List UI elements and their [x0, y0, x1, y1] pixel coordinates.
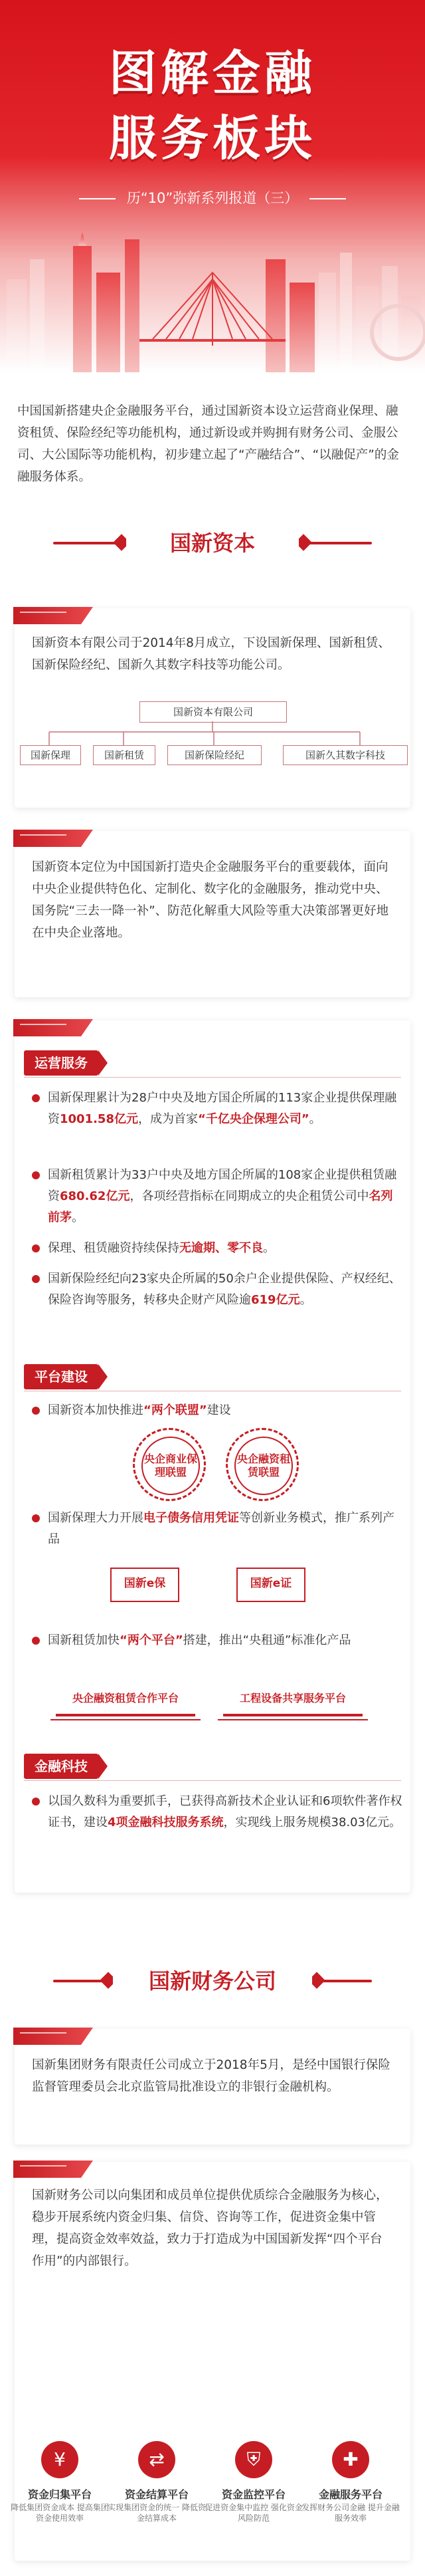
bullet-text: 国新保理累计为28户中央及地方国企所属的113家企业提供保理融资: [48, 1091, 397, 1126]
bullet-dot-icon: [32, 1094, 40, 1102]
tag-operations: 运营服务: [24, 1050, 98, 1076]
stamp-e-certificate: 国新e证: [236, 1568, 305, 1602]
capital-intro-card: [15, 608, 410, 808]
section-heading-finance-company: [53, 1960, 372, 2002]
org-tree-child-insurance: 国新保险经纪: [167, 745, 262, 765]
bullet-dot-icon: [32, 1171, 40, 1179]
finance-intro-card: [15, 2029, 410, 2145]
platform-bullet-alliances: [32, 1400, 404, 1421]
feature-title: 资金监控平台: [221, 2488, 286, 2501]
tag-platform: 平台建设: [24, 1364, 98, 1389]
bullet-text: 。: [299, 1293, 312, 1307]
org-tree-connectors: [15, 721, 410, 748]
bullet-dot-icon: [32, 1514, 40, 1522]
bullet-text: 国新保险经纪向23家央企所属的50余户企业提供保险、产权经纪、保险咨询等服务，转移央企财产风险逾: [48, 1272, 401, 1307]
feature-desc: 发挥财务公司金融 提升金融服务效率: [301, 2503, 400, 2523]
stamp-e-factoring: 国新e保: [110, 1568, 179, 1602]
highlight-value: “两个联盟”: [143, 1403, 207, 1417]
fund-collection-icon: ¥: [41, 2441, 78, 2478]
bullet-text: 国新租赁累计为33户中央及地方国企所属的108家企业提供租赁融资: [48, 1168, 397, 1203]
bullet-text: 。: [309, 1112, 321, 1126]
card-tab-decoration: [13, 607, 93, 624]
bullet-text: 国新保理大力开展: [48, 1511, 143, 1525]
bullet-dot-icon: [32, 1244, 40, 1252]
feature-title: 金融服务平台: [318, 2488, 382, 2501]
bullet-text: 建设: [207, 1403, 231, 1417]
bullet-dot-icon: [32, 1407, 40, 1415]
highlight-value: 1001.58亿元: [60, 1112, 138, 1126]
section-heading-guoxin-capital: [53, 522, 372, 564]
bullet-dot-icon: [32, 1275, 40, 1283]
hero-subtitle: [0, 187, 425, 207]
operations-bullet-quality: [32, 1238, 404, 1259]
highlight-value: 4项金融科技服务系统: [108, 1815, 224, 1829]
tag-underline: [24, 1780, 401, 1781]
highlight-value: “两个平台”: [120, 1633, 183, 1647]
hero-banner: [0, 0, 425, 372]
highlight-value: 无逾期、零不良: [179, 1241, 263, 1255]
feature-title: 资金结算平台: [124, 2488, 189, 2501]
financial-service-icon: ✚: [332, 2441, 369, 2478]
seal-leasing-alliance: [226, 1428, 299, 1501]
bullet-text: 。: [72, 1211, 84, 1225]
feature-title: 资金归集平台: [27, 2488, 92, 2501]
operations-bullet-insurance: [32, 1268, 404, 1311]
bullet-text: 国新资本加快推进: [48, 1403, 143, 1417]
section-title: 国新财务公司: [113, 1960, 312, 2002]
bullet-text: ，实现线上服务规模38.03亿元。: [223, 1815, 402, 1829]
fund-monitoring-icon: ⛨: [235, 2441, 272, 2478]
feature-desc: 实现集团资金的统一 降低资金结算成本: [108, 2503, 206, 2523]
bullet-dot-icon: [32, 1637, 40, 1645]
finance-intro-text: 国新集团财务有限责任公司成立于2018年5月，是经中国银行保险监督管理委员会北京监管局批准设立的非银行金融机构。: [32, 2058, 390, 2094]
capital-intro-text: 国新资本有限公司于2014年8月成立，下设国新保理、国新租赁、国新保险经纪、国新久其数字科技等功能公司。: [32, 636, 390, 672]
seal-text: 央企商业保理联盟: [141, 1437, 200, 1495]
bullet-text: 搭建，推出“央租通”标准化产品: [183, 1633, 351, 1647]
highlight-value: 电子债务信用凭证: [143, 1511, 239, 1525]
bullet-text: 。: [263, 1241, 275, 1255]
feature-desc: 促进资金集中监控 强化资金风险防范: [205, 2503, 303, 2523]
org-tree-child-factoring: 国新保理: [20, 745, 81, 765]
hero-title-line2: 服务板块: [108, 110, 316, 166]
fintech-bullet: [32, 1791, 404, 1833]
feature-desc: 降低集团资金成本 提高集团资金使用效率: [11, 2503, 109, 2523]
org-tree-child-tech: 国新久其数字科技: [283, 745, 408, 765]
tag-fintech: 金融科技: [24, 1754, 98, 1779]
intro-paragraph: 中国国新搭建央企金融服务平台，通过国新资本设立运营商业保理、融资租赁、保险经纪等功能机构，通过新设或并购拥有财务公司、金服公司、大公国际等功能机构，初步建立起了“产融结合”、“以融促产”的金融服务体系。: [17, 404, 399, 484]
highlight-value: 名列前茅: [48, 1189, 393, 1225]
platform-bullet-credit: [32, 1508, 404, 1550]
bullet-text: ，各项经营指标在同期成立的央企租赁公司中: [129, 1189, 369, 1203]
org-tree-root: 国新资本有限公司: [139, 701, 287, 723]
finance-business-card: [11, 2162, 410, 2561]
tag-underline: [24, 1077, 401, 1078]
card-tab-decoration: [13, 1019, 93, 1036]
highlight-value: 619亿元: [251, 1293, 300, 1307]
platform-leasing-cooperation: 央企融资租赁合作平台: [56, 1689, 195, 1716]
capital-positioning-card: [15, 831, 410, 997]
bullet-text: 保理、租赁融资持续保持: [48, 1241, 179, 1255]
card-tab-decoration: [13, 830, 93, 847]
capital-positioning-text: 国新资本定位为中国国新打造央企金融服务平台的重要载体，面向中央企业提供特色化、定制化、数字化的金融服务，推动党中央、国务院“三去一降一补”、防范化解重大风险等重大决策部署更好地在中央企业落地。: [32, 860, 389, 940]
operations-bullet-factoring: [32, 1088, 404, 1130]
org-tree-child-leasing: 国新租赁: [93, 745, 155, 765]
subtitle-text: 历“10”弥新系列报道（三）: [126, 190, 299, 206]
seal-factoring-alliance: [133, 1428, 206, 1501]
highlight-value: 680.62亿元: [60, 1189, 130, 1203]
hero-title-line1: 图解金融: [108, 45, 316, 101]
bullet-dot-icon: [32, 1798, 40, 1806]
finance-business-text: 国新财务公司以向集团和成员单位提供优质综合金融服务为核心，稳步开展系统内资金归集、信贷、咨询等工作，促进资金集中管理，提高资金效率效益，致力于打造成为中国国新发挥“四个平台作用”的内部银行。: [32, 2188, 388, 2268]
bullet-text: ，成为首家: [137, 1112, 198, 1126]
platform-bullet-two-platforms: [32, 1630, 404, 1651]
subtitle-line-left: [79, 198, 116, 199]
fund-settlement-icon: ⇄: [138, 2441, 175, 2478]
bullet-text: 等创新业务模式，推广系列产品: [48, 1511, 394, 1546]
bullet-text: 以国久数科为重要抓手，已获得高新技术企业认证和6项软件著作权证书，建设: [48, 1794, 402, 1829]
card-tab-decoration: [13, 2161, 93, 2178]
card-tab-decoration: [13, 2028, 93, 2045]
section-title: 国新资本: [126, 522, 299, 564]
subtitle-line-right: [309, 198, 346, 199]
platform-equipment-sharing: 工程设备共享服务平台: [223, 1689, 363, 1716]
bullet-text: 国新租赁加快: [48, 1633, 120, 1647]
highlight-value: “千亿央企保理公司”: [197, 1112, 309, 1126]
city-skyline-illustration: [0, 233, 425, 372]
operations-bullet-leasing: [32, 1165, 404, 1229]
seal-text: 央企融资租赁联盟: [234, 1437, 293, 1495]
